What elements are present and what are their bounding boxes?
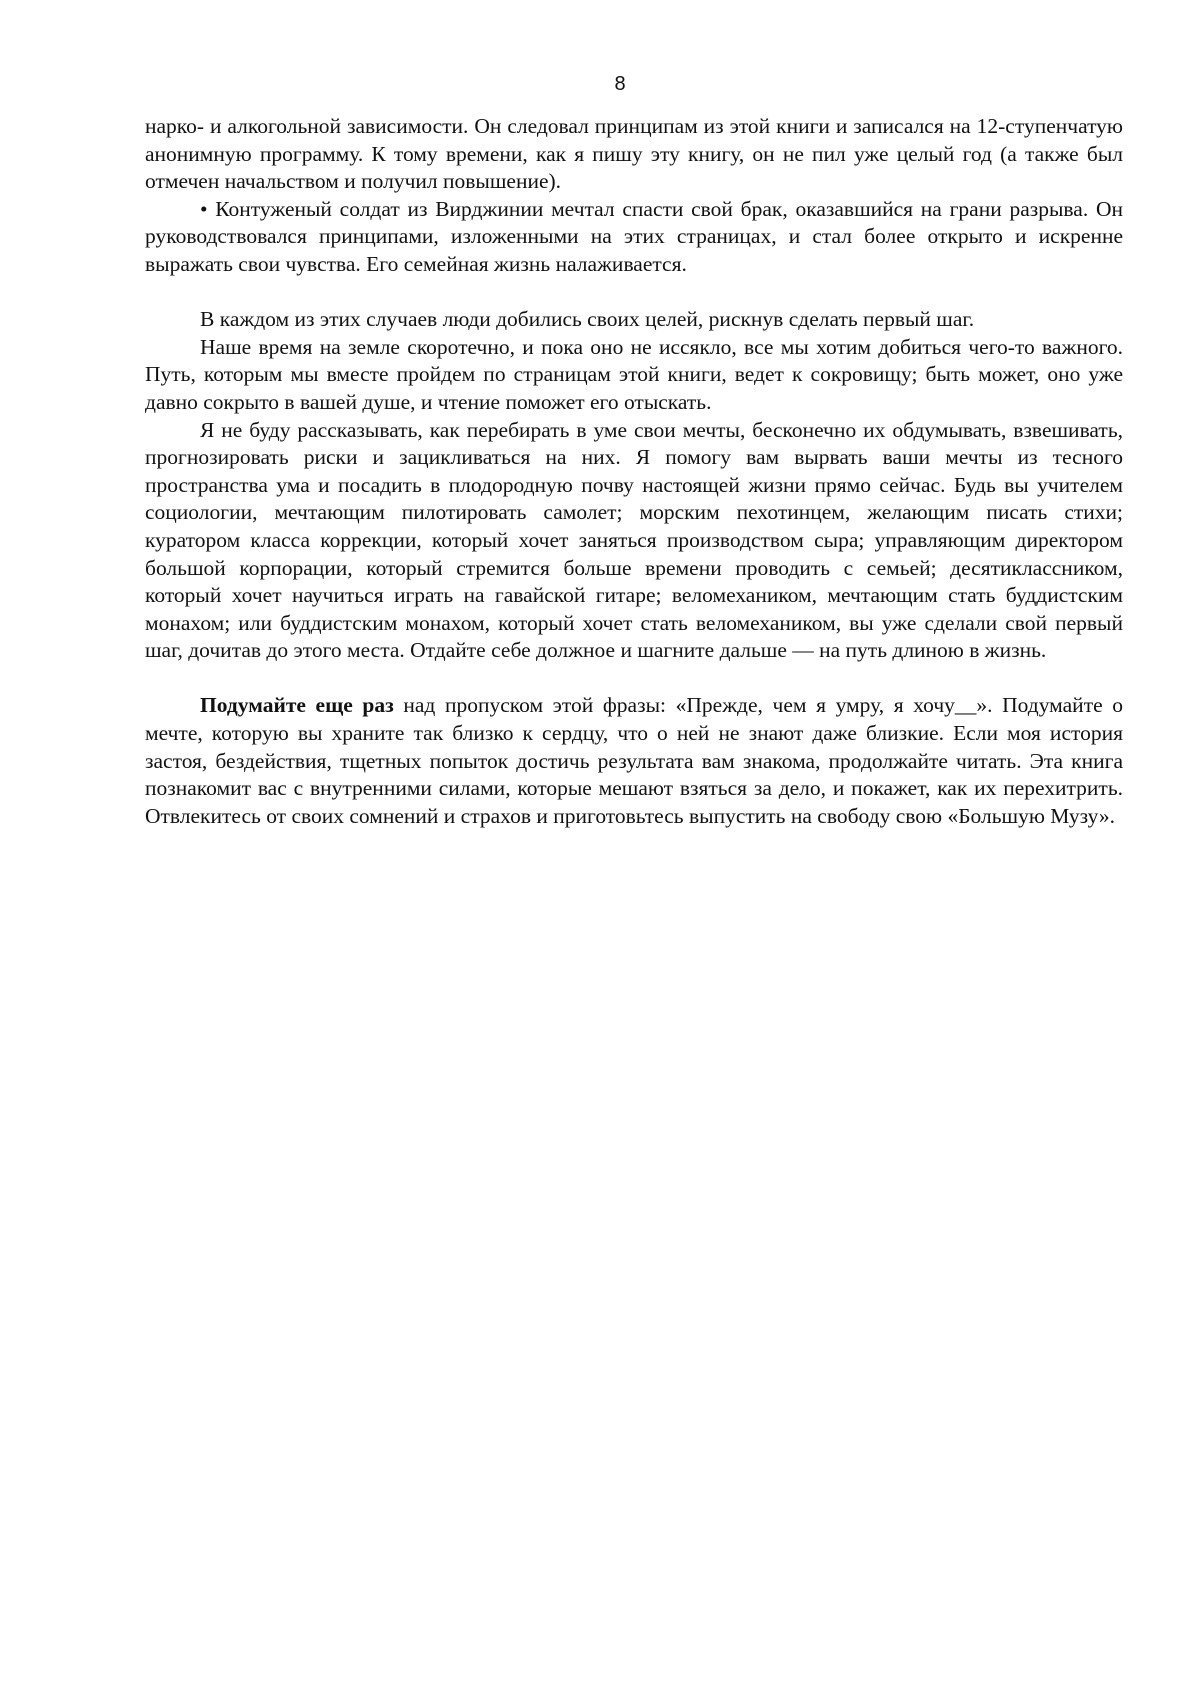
paragraph-time-on-earth: Наше время на земле скоротечно, и пока оно не иссякло, все мы хотим добиться чего-то важного. Путь, которым мы вместе пройдем по страницам этой книги, ведет к сокровищу; быть может, оно уже давно сокрыто в вашей душе, и чтение поможет его отыскать. <box>145 334 1123 414</box>
paragraph-continuation: нарко- и алкогольной зависимости. Он следовал принципам из этой книги и записался на 12-ступенчатую анонимную программу. К тому времени, как я пишу эту книгу, он не пил уже целый год (а также был отмечен начальством и получил повышение). <box>145 114 1123 194</box>
paragraph-first-step: В каждом из этих случаев люди добились своих целей, рискнув сделать первый шаг. <box>200 307 975 332</box>
paragraph-think-again <box>145 692 1123 830</box>
paragraph-dreams: Я не буду рассказывать, как перебирать в уме свои мечты, бесконечно их обдумывать, взвешивать, прогнозировать риски и зацикливаться на них. Я помогу вам вырвать ваши мечты из тесного пространства ума и посадить в плодородную почву настоящей жизни прямо сейчас. Будь вы учителем социологии, мечтающим пилотировать самолет; морским пехотинцем, желающим писать стихи; куратором класса коррекции, который хочет заняться производством сыра; управляющим директором большой корпорации, который стремится больше времени проводить с семьей; десятиклассником, который хочет научиться играть на гавайской гитаре; веломехаником, мечтающим стать буддистским монахом; или буддистским монахом, который хочет стать веломехаником, вы уже сделали свой первый шаг, дочитав до этого места. Отдайте себе должное и шагните дальше — на путь длиною в жизнь. <box>145 417 1123 663</box>
body-text <box>145 113 1123 830</box>
paragraph-spacer <box>145 665 1123 693</box>
bold-lead-phrase: Подумайте еще раз <box>200 693 394 718</box>
page-number: 8 <box>614 73 626 95</box>
paragraph-spacer <box>145 279 1123 307</box>
paragraph-bullet-soldier: • Контуженый солдат из Вирджинии мечтал спасти свой брак, оказавшийся на грани разрыва. Он руководствовался принципами, изложенными на этих страницах, и стал более открыто и искренне выражать свои чувства. Его семейная жизнь налаживается. <box>145 196 1123 276</box>
paragraph-think-again-text: над пропуском этой фразы: «Прежде, чем я умру, я хочу__». Подумайте о мечте, которую вы храните так близко к сердцу, что о ней не знают даже близкие. Если моя история застоя, бездействия, тщетных попыток достичь результата вам знакома, продолжайте читать. Эта книга познакомит вас с внутренними силами, которые мешают взяться за дело, и покажет, как их перехитрить. Отвлекитесь от своих сомнений и страхов и приготовьтесь выпустить на свободу свою «Большую Музу». <box>145 693 1123 828</box>
